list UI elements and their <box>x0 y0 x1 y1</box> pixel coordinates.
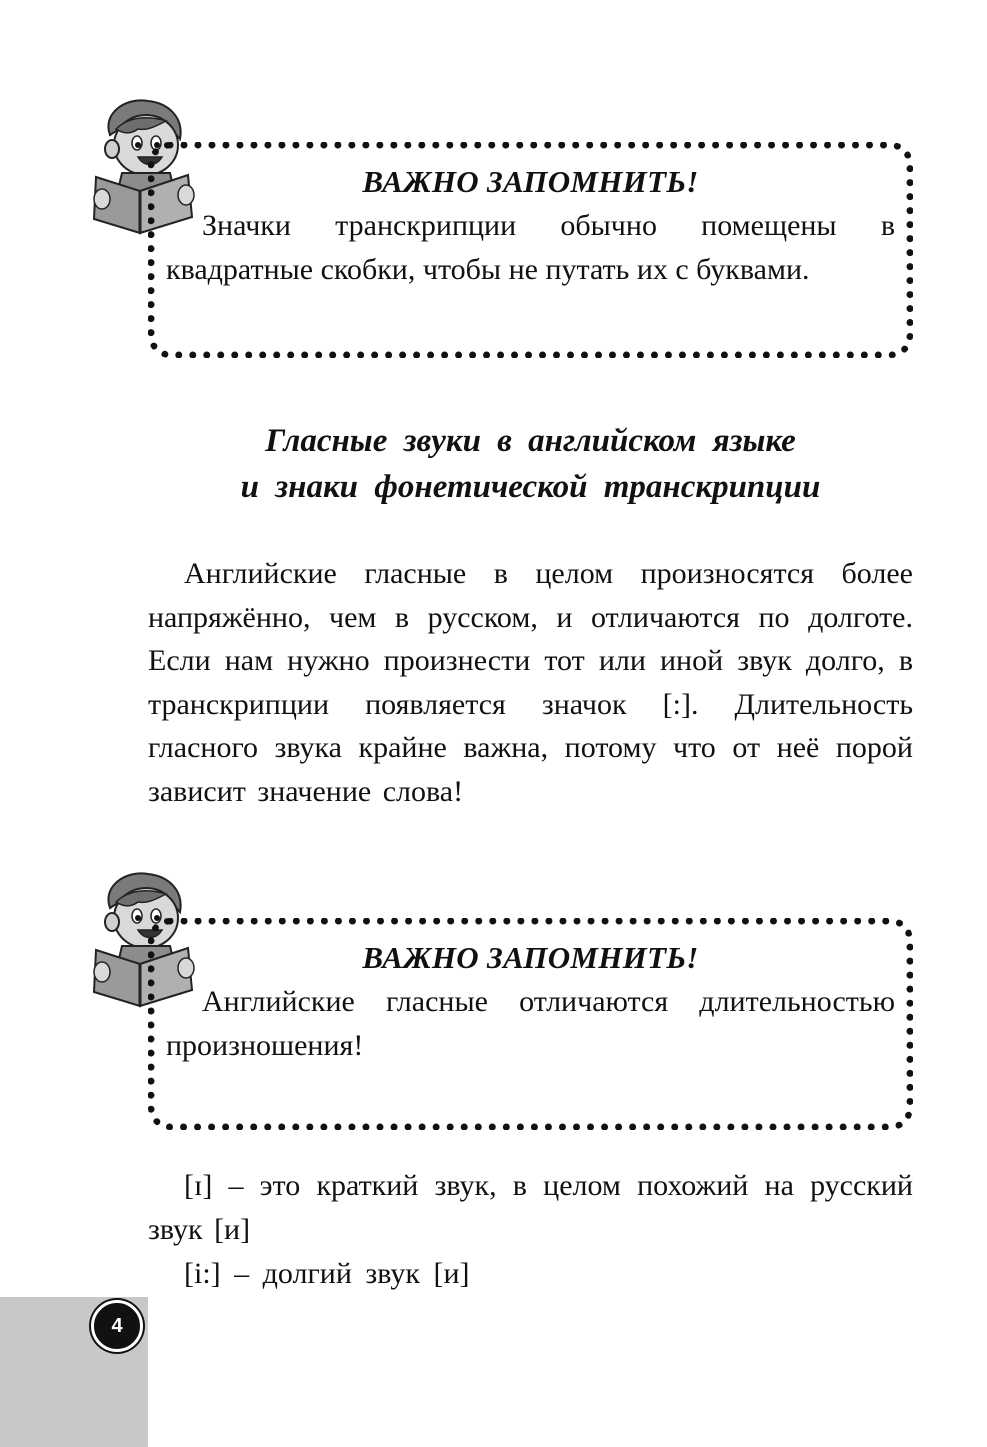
callout-text: Английские гласные отличаются длительностью произношения! <box>166 985 895 1062</box>
section-heading-line-2: и знаки фонетической транскрипции <box>240 469 821 505</box>
important-callout-1 <box>148 142 913 358</box>
callout-title: ВАЖНО ЗАПОМНИТЬ! <box>362 940 699 975</box>
important-callout-2 <box>148 918 913 1130</box>
callout-text: Значки транскрипции обычно помещены в квадратные скобки, чтобы не путать их с буквами. <box>166 209 895 286</box>
section-heading-line-1: Гласные звуки в английском языке <box>265 423 796 459</box>
section-heading <box>148 418 913 510</box>
short-i-description: [ɪ] – это краткий звук, в целом похожий на русский звук [и] <box>148 1169 913 1246</box>
page-number: 4 <box>91 1300 143 1352</box>
long-i-description: [i:] – долгий звук [и] <box>184 1257 470 1290</box>
callout-title: ВАЖНО ЗАПОМНИТЬ! <box>362 164 699 199</box>
main-paragraph: Английские гласные в целом произносятся более напряжённо, чем в русском, и отличаются по долготе. Если нам нужно произнести тот или иной звук долго, в транскрипции появляется значок [:]. Длительность гласного звука крайне важна, потому что от неё порой зависит значение слова! <box>148 557 913 808</box>
